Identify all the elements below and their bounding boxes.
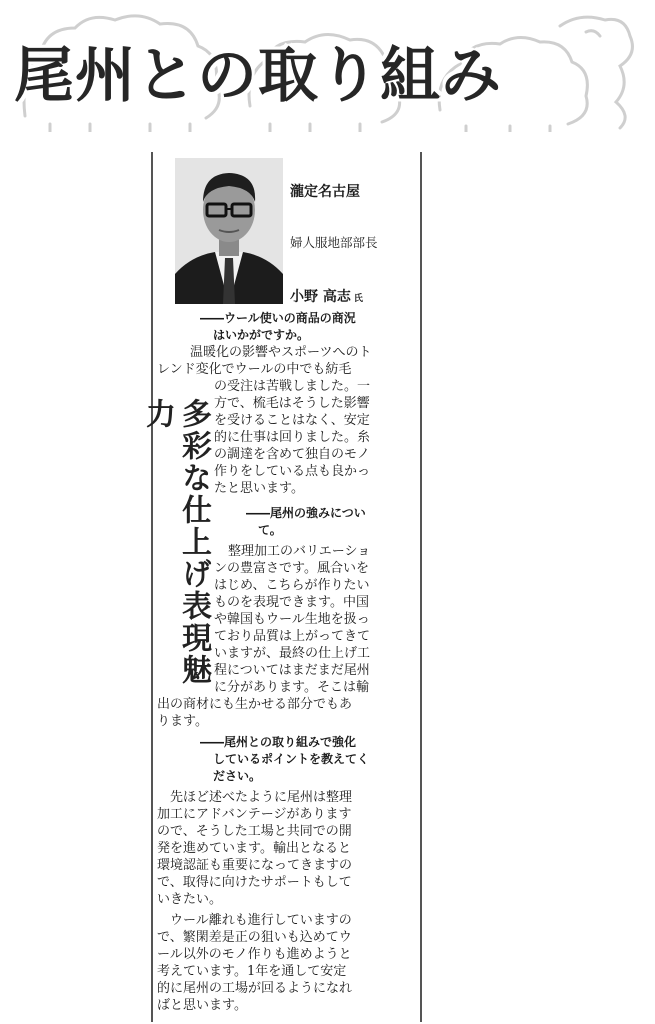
vertical-headline: 多彩な仕上げ表現魅力 — [140, 398, 211, 686]
person-name-text: 小野 高志 — [290, 289, 351, 305]
question-line: しているポイントを教えてく — [213, 752, 370, 766]
answer-line: ており品質は上がってきて — [214, 629, 371, 644]
department-title: 婦人服地部部長 — [290, 235, 378, 250]
question-line: ――ウール使いの商品の商況 — [200, 311, 356, 325]
question-line: ――尾州との取り組みで強化 — [200, 735, 357, 749]
answer-line: を受けることはなく、安定 — [214, 413, 370, 428]
answer-line: 先ほど述べたように尾州は整理 — [170, 790, 353, 805]
page-title: 尾州との取り組み — [14, 41, 502, 111]
answer-line: はじめ、こちらが作りたい — [214, 578, 370, 593]
answer-line: 的に仕事は回りました。糸 — [214, 430, 371, 445]
answer-line: 整理加工のバリエーショ — [228, 544, 371, 559]
answer-line: 加工にアドバンテージがあります — [157, 807, 352, 822]
portrait-photo — [175, 158, 283, 304]
question-line: ださい。 — [213, 769, 262, 783]
answer-line: たと思います。 — [214, 481, 304, 496]
person-name — [290, 286, 363, 306]
answer-line: の受注は苦戦しました。一 — [214, 379, 371, 394]
answer-line: ウール離れも進行していますの — [170, 913, 352, 928]
answer-line: 出の商材にも生かせる部分でもあ — [157, 697, 353, 712]
answer-line: 温暖化の影響やスポーツへのト — [190, 345, 372, 360]
column-rule-left — [151, 152, 153, 1022]
answer-line: ール以外のモノ作りも進めようと — [157, 947, 352, 962]
answer-line: の調達を含めて独自のモノ — [214, 447, 370, 462]
answer-line: いますが、最終の仕上げ工 — [214, 646, 371, 661]
answer-line: ので、そうした工場と共同での開 — [157, 824, 352, 839]
answer-line: で、取得に向けたサポートもして — [157, 875, 352, 890]
name-suffix: 氏 — [353, 294, 363, 304]
question-line: はいかがですか。 — [213, 328, 310, 342]
answer-line: 環境認証も重要になってきますの — [157, 858, 353, 873]
answer-line: いきたい。 — [157, 892, 223, 907]
column-rule-right — [420, 152, 422, 1022]
answer-line: 作りをしている点も良かっ — [214, 464, 371, 479]
answer-line: 考えています。1年を通して安定 — [157, 964, 347, 979]
answer-line: や韓国もウール生地を扱っ — [214, 612, 370, 627]
answer-line: ばと思います。 — [157, 998, 247, 1013]
answer-line: で、繁閑差是正の狙いも込めてウ — [157, 930, 352, 945]
answer-line: 的に尾州の工場が回るようになれ — [157, 981, 353, 996]
answer-line: ンの豊富さです。風合いを — [214, 561, 369, 576]
page-header — [0, 0, 655, 135]
question-line: ――尾州の強みについ — [246, 506, 366, 520]
answer-line: 方で、梳毛はそうした影響 — [214, 396, 370, 411]
answer-line: 発を進めています。輸出となると — [157, 841, 351, 856]
answer-line: 程についてはまだまだ尾州 — [214, 663, 370, 678]
answer-line: ります。 — [157, 714, 208, 729]
answer-line: に分があります。そこは輸 — [214, 680, 369, 695]
question-line: て。 — [258, 523, 282, 537]
answer-line: レンド変化でウールの中でも紡毛 — [157, 362, 352, 377]
answer-line: ものを表現できます。中国 — [214, 595, 369, 610]
company-name: 瀧定名古屋 — [290, 184, 360, 200]
